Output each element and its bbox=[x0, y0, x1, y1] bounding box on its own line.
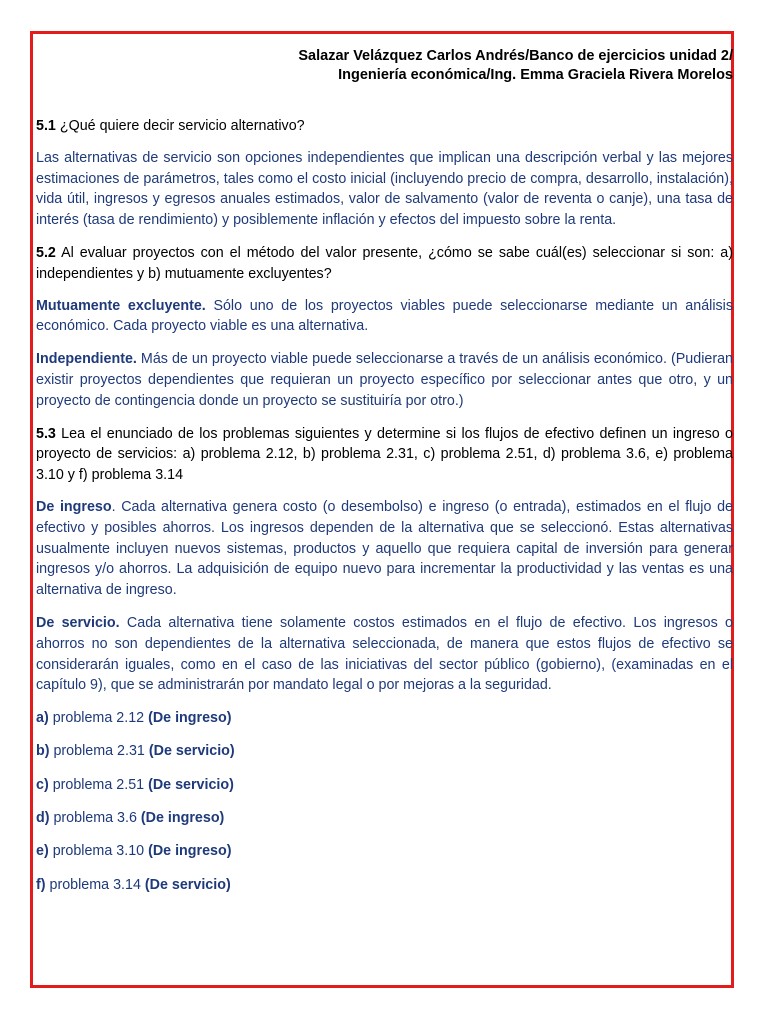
answer-text: Más de un proyecto viable puede seleccionarse a través de un análisis económico. (Pudieran existir proyectos dependientes que requieran un proyecto específico por seleccionar antes que otro, y un proyecto de contingencia donde un proyecto se sustituiría por otro.) bbox=[36, 351, 733, 409]
answer-letter: b) bbox=[36, 743, 50, 760]
answer-problem: problema 3.14 bbox=[45, 876, 145, 893]
answer-5-3-income bbox=[36, 497, 733, 601]
question-text: Lea el enunciado de los problemas siguientes y determine si los flujos de efectivo definen un ingreso o proyecto de servicios: a) problema 2.12, b) problema 2.31, c) problema 2.51, d) problema 3.6, e) problema 3.10 y f) problema 3.14 bbox=[36, 425, 733, 484]
header-line-1: Salazar Velázquez Carlos Andrés/Banco de ejercicios unidad 2/ bbox=[298, 48, 733, 64]
answer-item-c bbox=[36, 775, 733, 796]
question-number: 5.3 bbox=[36, 425, 56, 442]
answer-letter: e) bbox=[36, 843, 49, 860]
answer-type: (De ingreso) bbox=[148, 843, 232, 860]
answer-5-2-mutually-exclusive bbox=[36, 296, 733, 338]
answer-problem: problema 2.31 bbox=[49, 743, 149, 760]
question-number: 5.1 bbox=[36, 118, 56, 134]
question-number: 5.2 bbox=[36, 244, 56, 261]
answer-item-b bbox=[36, 741, 733, 762]
question-5-2 bbox=[36, 243, 733, 285]
answer-5-1: Las alternativas de servicio son opciones independientes que implican una descripción verbal y las mejores estimaciones de parámetros, tales como el costo inicial (incluyendo precio de compra, desarrollo, instalación), vida útil, ingresos y egresos anuales estimados, valor de salvamento (valor de reventa o canje), una tasa de interés (tasa de rendimiento) y posiblemente inflación y efectos del impuesto sobre la renta. bbox=[36, 149, 733, 229]
answer-item-f bbox=[36, 875, 733, 896]
answer-problem: problema 3.10 bbox=[48, 843, 149, 860]
document-content bbox=[36, 47, 733, 908]
answer-letter: f) bbox=[36, 876, 46, 893]
question-5-1 bbox=[36, 116, 733, 137]
answer-letter: d) bbox=[36, 810, 50, 827]
answer-5-3-service bbox=[36, 613, 733, 696]
answer-5-2-independent bbox=[36, 349, 733, 411]
answer-list bbox=[36, 708, 733, 895]
question-5-3 bbox=[36, 424, 733, 486]
answer-letter: a) bbox=[36, 710, 49, 727]
answer-item-d bbox=[36, 808, 733, 829]
answer-type: (De servicio) bbox=[144, 876, 231, 893]
document-header bbox=[36, 47, 733, 84]
answer-type: (De ingreso) bbox=[148, 710, 232, 727]
answer-term: De servicio. bbox=[36, 614, 120, 631]
answer-type: (De servicio) bbox=[148, 776, 234, 793]
answer-problem: problema 3.6 bbox=[49, 810, 141, 827]
answer-item-e bbox=[36, 841, 733, 862]
answer-problem: problema 2.12 bbox=[48, 710, 149, 727]
answer-type: (De ingreso) bbox=[140, 810, 225, 827]
answer-text: Sólo uno de los proyectos viables puede seleccionarse mediante un análisis económico. Cada proyecto viable es una alternativa. bbox=[36, 297, 733, 335]
answer-text: . Cada alternativa genera costo (o desembolso) e ingreso (o entrada), estimados en el flujo de efectivo y posibles ahorros. Los ingresos dependen de la alternativa que se seleccionó. Estas alternativas usualmente incluyen nuevos sistemas, productos y aquello que requiera capital de inversión para generar ingresos y/o ahorros. La adquisición de equipo nuevo para incrementar la productividad y las ventas es una alternativa de ingreso. bbox=[36, 498, 733, 599]
answer-term: Mutuamente excluyente. bbox=[36, 297, 206, 314]
answer-letter: c) bbox=[36, 776, 49, 793]
answer-text: Cada alternativa tiene solamente costos estimados en el flujo de efectivo. Los ingresos o ahorros no son dependientes de la alternativa seleccionada, de manera que estos flujos de efectivo se considerarán iguales, como en el caso de las iniciativas del sector público (gobierno), (examinadas en el capítulo 9), que se administrarán por mandato legal o por mejoras a la seguridad. bbox=[36, 614, 733, 694]
header-line-2: Ingeniería económica/Ing. Emma Graciela Rivera Morelos bbox=[338, 66, 733, 83]
answer-term: De ingreso bbox=[36, 498, 112, 515]
answer-type: (De servicio) bbox=[148, 743, 235, 760]
question-text: Al evaluar proyectos con el método del valor presente, ¿cómo se sabe cuál(es) seleccionar si son: a) independientes y b) mutuamente excluyentes? bbox=[36, 244, 733, 282]
answer-problem: problema 2.51 bbox=[48, 776, 149, 793]
answer-term: Independiente. bbox=[36, 351, 137, 368]
question-text: ¿Qué quiere decir servicio alternativo? bbox=[55, 118, 305, 134]
answer-item-a bbox=[36, 708, 733, 729]
